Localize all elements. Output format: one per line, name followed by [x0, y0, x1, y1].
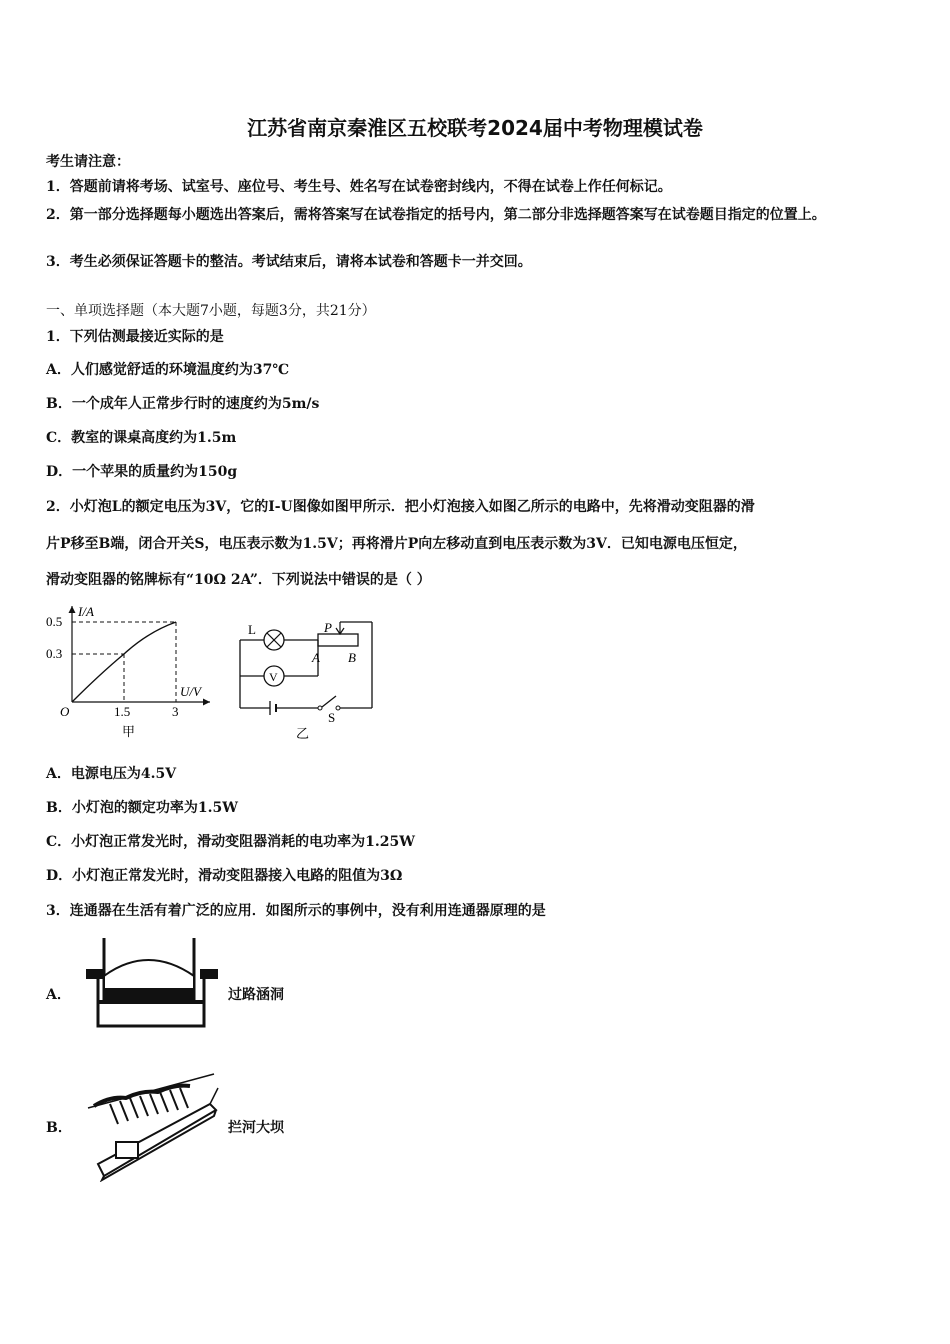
q3-option-b-label: 拦河大坝 — [228, 1120, 284, 1136]
origin-label: O — [60, 704, 70, 719]
x-tick-1-5: 1.5 — [114, 704, 131, 719]
y-tick-0-5: 0.5 — [46, 614, 63, 629]
q1-stem: 1．下列估测最接近实际的是 — [46, 329, 224, 345]
q3-option-a-letter: A． — [46, 987, 71, 1003]
circuit-diagram — [232, 610, 382, 746]
q1-option-a: A．人们感觉舒适的环境温度约为37℃ — [46, 362, 290, 378]
x-label: U/V — [180, 684, 201, 699]
notice-item-1: 1．答题前请将考场、试室号、座位号、考生号、姓名写在试卷密封线内，不得在试卷上作任何标记。 — [46, 179, 672, 195]
notice-item-3: 3．考生必须保证答题卡的整洁。考试结束后，请将本试卷和答题卡一并交回。 — [46, 254, 532, 270]
iu-graph — [40, 602, 220, 744]
section-heading: 一、单项选择题（本大题7小题，每题3分，共21分） — [46, 303, 376, 319]
graph-caption: 甲 — [122, 724, 136, 739]
x-tick-3: 3 — [172, 704, 179, 719]
notice-item-2: 2．第一部分选择题每小题选出答案后，需将答案写在试卷指定的括号内，第二部分非选择题答案写在试卷题目指定的位置上。 — [46, 207, 826, 223]
culvert-figure — [82, 936, 222, 1032]
q1-option-d: D．一个苹果的质量约为150g — [46, 464, 238, 480]
q2-stem-line-3: 滑动变阻器的铭牌标有“10Ω 2A”．下列说法中错误的是（ ） — [46, 572, 431, 588]
switch-icon — [322, 696, 336, 707]
lamp-label: L — [248, 622, 256, 637]
y-label: I/A — [78, 604, 94, 619]
page-title: 江苏省南京秦淮区五校联考2024届中考物理模试卷 — [247, 116, 703, 140]
voltmeter-label: V — [269, 670, 278, 684]
circuit-caption: 乙 — [296, 726, 310, 741]
q2-option-c: C．小灯泡正常发光时，滑动变阻器消耗的电功率为1.25W — [46, 834, 415, 850]
rheostat-icon — [318, 634, 358, 646]
q2-option-d: D．小灯泡正常发光时，滑动变阻器接入电路的阻值为3Ω — [46, 868, 403, 884]
y-tick-0-3: 0.3 — [46, 646, 63, 661]
end-b-label: B — [348, 650, 356, 665]
q1-option-c: C．教室的课桌高度约为1.5m — [46, 430, 237, 446]
q3-option-a-label: 过路涵洞 — [228, 987, 284, 1003]
switch-label: S — [328, 710, 336, 725]
q3-stem: 3．连通器在生活有着广泛的应用．如图所示的事例中，没有利用连通器原理的是 — [46, 903, 546, 919]
q2-option-a: A．电源电压为4.5V — [46, 766, 177, 782]
q2-option-b: B．小灯泡的额定功率为1.5W — [46, 800, 238, 816]
slider-label: P — [324, 620, 332, 635]
q2-stem-line-1: 2．小灯泡L的额定电压为3V，它的I-U图像如图甲所示．把小灯泡接入如图乙所示的电路中，先将滑动变阻器的滑 — [46, 499, 755, 515]
q3-option-b-letter: B． — [46, 1120, 72, 1136]
q1-option-b: B．一个成年人正常步行时的速度约为5m/s — [46, 396, 320, 412]
q2-stem-line-2: 片P移至B端，闭合开关S，电压表示数为1.5V；再将滑片P向左移动直到电压表示数为3V．已知电源电压恒定， — [46, 536, 747, 552]
dam-figure — [80, 1068, 220, 1182]
end-a-label: A — [312, 650, 320, 665]
notice-heading: 考生请注意： — [46, 154, 130, 170]
